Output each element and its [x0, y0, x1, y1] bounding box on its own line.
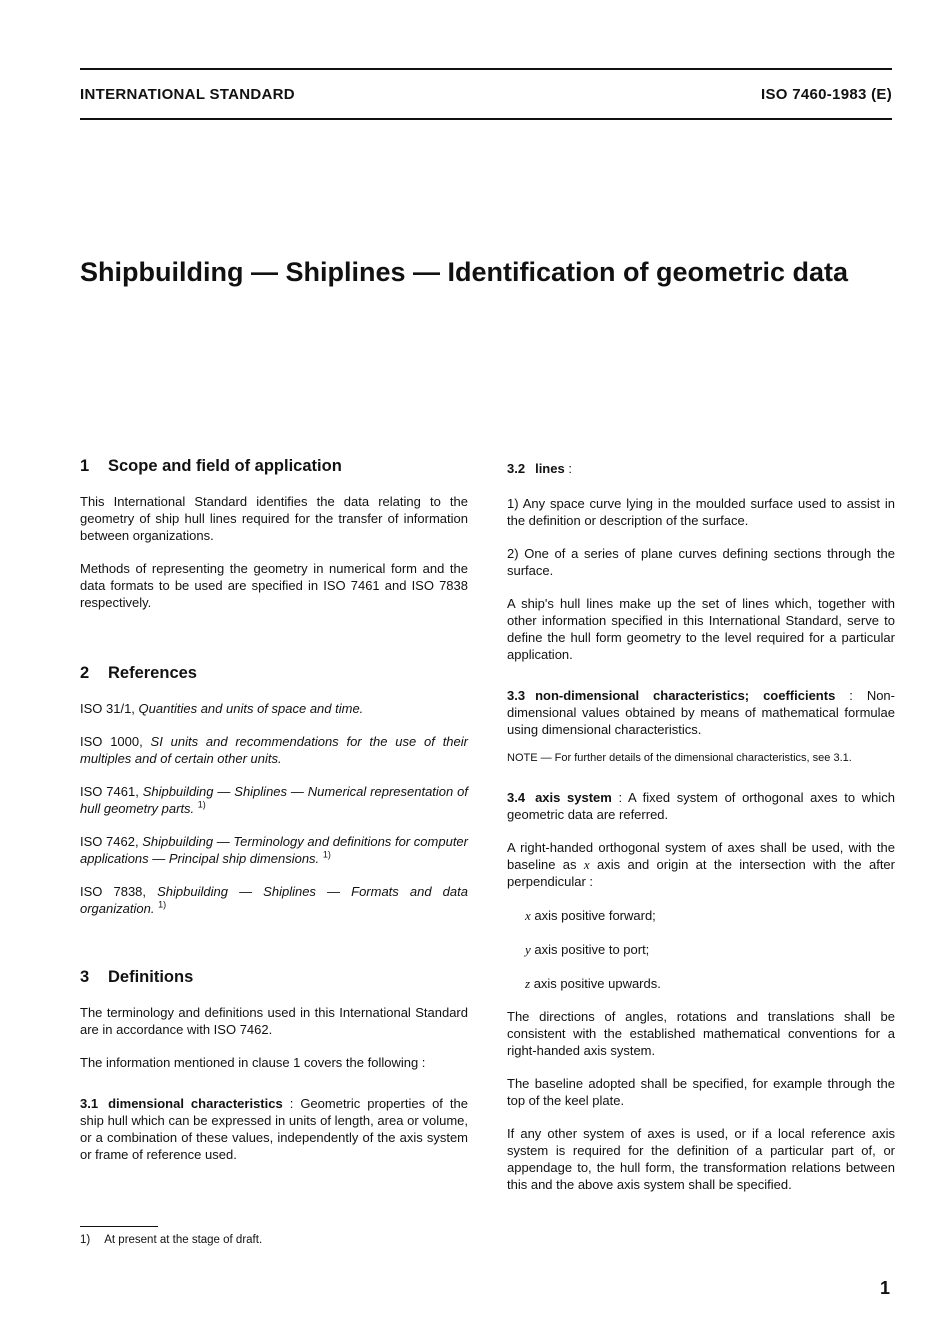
section-3-heading — [80, 969, 468, 986]
section-2-heading — [80, 665, 468, 682]
page-number: 1 — [880, 1278, 891, 1298]
reference-title: Shipbuilding — Shiplines — Numerical representation of hull geometry parts. — [80, 784, 468, 816]
axis-description: axis positive forward; — [534, 908, 656, 923]
footnote-marker: 1) — [158, 899, 167, 910]
reference-title: Shipbuilding — Terminology and definitions for computer applications — Principal ship dimensions. — [80, 834, 468, 866]
footnote-rule — [80, 1226, 158, 1227]
axis-description: axis positive upwards. — [533, 976, 661, 991]
reference-code: ISO 7462, — [80, 834, 139, 849]
section-1-paragraph-1: This International Standard identifies the data relating to the geometry of ship hull lines required for the transfer of information between organizations. — [80, 494, 468, 543]
section-3-paragraph-2: The information mentioned in clause 1 covers the following : — [80, 1055, 426, 1070]
reference-list — [80, 700, 468, 917]
definition-3-4: 3.4 axis system : A fixed system of orthogonal axes to which geometric data are referred. — [507, 790, 895, 822]
footnote — [80, 1234, 262, 1246]
footnote-number: 1) — [80, 1234, 91, 1246]
axis-item — [507, 907, 895, 924]
axis-variable: y — [525, 942, 531, 957]
reference-item — [80, 700, 468, 717]
reference-title: Shipbuilding — Shiplines — Formats and data organization. — [80, 884, 468, 916]
definition-3-2-heading: 3.2 lines : — [507, 461, 572, 476]
header-document-number: ISO 7460-1983 (E) — [760, 86, 892, 103]
header-standard-label: INTERNATIONAL STANDARD — [80, 86, 295, 103]
section-1-title: Scope and field of application — [108, 457, 342, 475]
axis-item — [507, 941, 895, 958]
header-top-rule — [80, 68, 892, 70]
axis-conventions-paragraph: The directions of angles, rotations and translations shall be consistent with the established mathematical conventions for a right-handed axis system. — [507, 1009, 895, 1058]
axis-system-paragraph: A right-handed orthogonal system of axes shall be used, with the baseline as x axis and origin at the intersection with the after perpendicular : — [507, 840, 895, 889]
reference-code: ISO 7461, — [80, 784, 139, 799]
definition-3-1-label: 3.1 dimensional characteristics — [80, 1096, 283, 1111]
definition-3-3: 3.3 non-dimensional characteristics; coefficients : Non-dimensional values obtained by means of mathematical formulae using dimensional characteristics. — [507, 688, 895, 737]
axis-list — [507, 907, 895, 992]
transformation-paragraph: If any other system of axes is used, or if a local reference axis system is required for the definition of a particular part of, or appendage to, the hull form, the transformation relations between this and the above axis system shall be specified. — [507, 1126, 895, 1192]
left-column — [80, 458, 468, 1163]
section-3-title: Definitions — [108, 968, 194, 986]
right-column — [507, 460, 895, 1193]
section-3-number: 3 — [80, 968, 90, 986]
axis-variable: x — [525, 908, 531, 923]
baseline-paragraph: The baseline adopted shall be specified, for example through the top of the keel plate. — [507, 1076, 895, 1108]
footnote-marker: 1) — [197, 799, 206, 810]
definition-3-2-text: A ship's hull lines make up the set of lines which, together with other information specified in this International Standard, serve to define the hull form geometry to the level required for a particular application. — [507, 596, 895, 662]
reference-title: Quantities and units of space and time. — [138, 701, 364, 716]
axis-variable: z — [525, 976, 531, 991]
reference-item — [80, 783, 468, 817]
definition-3-2-item-2: 2) One of a series of plane curves defining sections through the surface. — [507, 546, 895, 578]
reference-code: ISO 1000, — [80, 734, 143, 749]
document-title: Shipbuilding — Shiplines — Identification of geometric data — [80, 257, 849, 287]
section-1-paragraph-2: Methods of representing the geometry in numerical form and the data formats to be used are specified in ISO 7461 and ISO 7838 respectively. — [80, 561, 468, 610]
footnote-marker: 1) — [322, 849, 331, 860]
section-1-heading — [80, 458, 468, 475]
section-3-paragraph-1: The terminology and definitions used in this International Standard are in accordance with ISO 7462. — [80, 1005, 468, 1037]
axis-item — [507, 975, 895, 992]
header-bottom-rule — [80, 118, 892, 120]
definition-3-2-item-1: 1) Any space curve lying in the moulded surface used to assist in the definition or description of the surface. — [507, 496, 895, 528]
reference-title: SI units and recommendations for the use of their multiples and of certain other units. — [80, 734, 468, 766]
reference-item — [80, 883, 468, 917]
axis-description: axis positive to port; — [534, 942, 650, 957]
reference-item — [80, 733, 468, 767]
reference-item — [80, 833, 468, 867]
reference-code: ISO 31/1, — [80, 701, 135, 716]
reference-code: ISO 7838, — [80, 884, 147, 899]
definition-3-3-note: NOTE — For further details of the dimensional characteristics, see 3.1. — [507, 752, 852, 764]
section-2-title: References — [108, 664, 197, 682]
section-1-number: 1 — [80, 457, 90, 475]
footnote-text: At present at the stage of draft. — [104, 1234, 263, 1246]
section-2-number: 2 — [80, 664, 90, 682]
definition-3-1: 3.1 dimensional characteristics : Geometric properties of the ship hull which can be expressed in units of length, area or volume, or a combination of these values, independently of the axis system or frame of reference used. — [80, 1096, 468, 1162]
